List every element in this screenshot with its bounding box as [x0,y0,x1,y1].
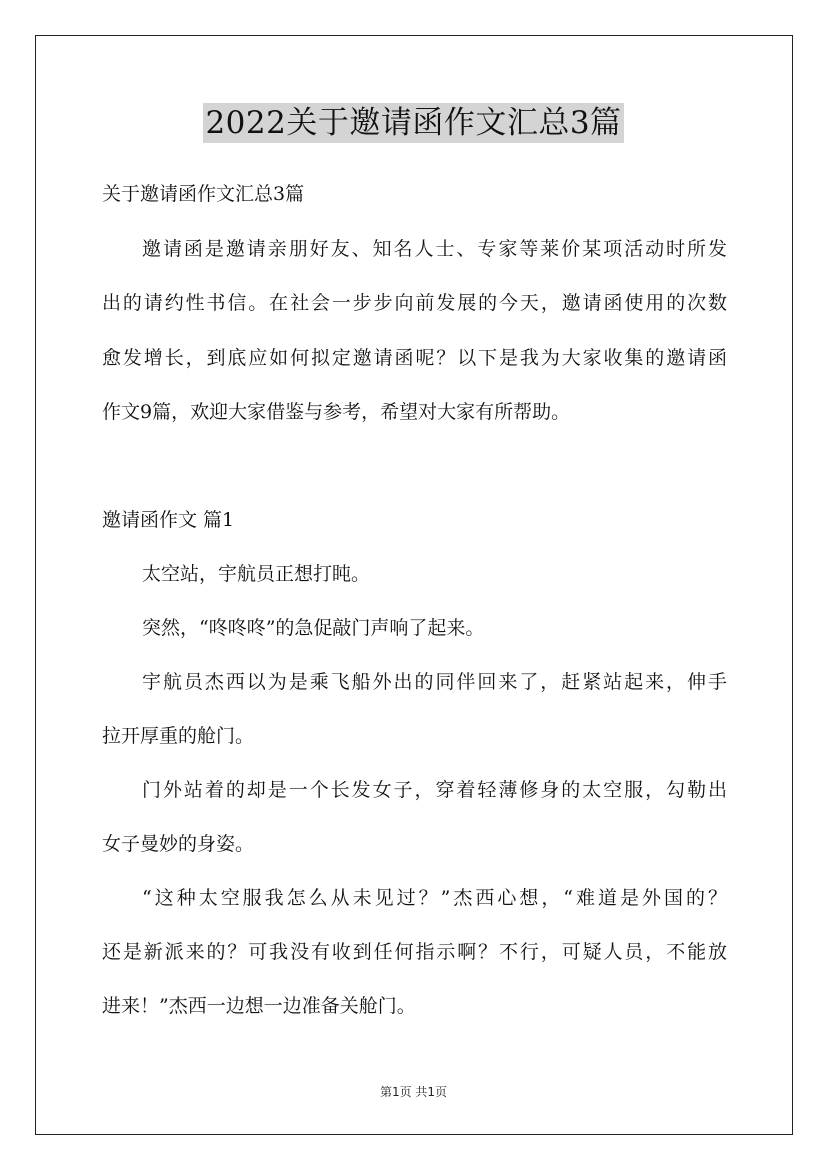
body-line-2: 突然，“咚咚咚”的急促敲门声响了起来。 [142,617,485,639]
intro-line-1: 邀请函是邀请亲朋好友、知名人士、专家等莱价某项活动时所发 [142,238,727,260]
page-footer: 第1页 共1页 [379,1085,448,1099]
section-heading: 邀请函作文 篇1 [102,509,235,531]
body-line-8: 还是新派来的？可我没有收到任何指示啊？不行，可疑人员，不能放 [102,941,727,963]
body-line-5: 门外站着的却是一个长发女子，穿着轻薄修身的太空服，勾勒出 [142,779,727,801]
document-subtitle: 关于邀请函作文汇总3篇 [102,183,305,205]
document-title: 2022关于邀请函作文汇总3篇 [205,105,622,141]
body-line-9: 进来！”杰西一边想一边准备关舱门。 [102,995,416,1017]
intro-line-2: 出的请约性书信。在社会一步步向前发展的今天，邀请函使用的次数 [102,292,727,314]
intro-line-3: 愈发增长，到底应如何拟定邀请函呢？以下是我为大家收集的邀请函 [102,347,727,369]
body-line-1: 太空站，宇航员正想打盹。 [142,563,371,585]
body-line-7: “这种太空服我怎么从未见过？”杰西心想，“难道是外国的？ [142,887,727,909]
title-container [0,103,827,143]
body-line-4: 拉开厚重的舱门。 [102,725,255,747]
body-line-3: 宇航员杰西以为是乘飞船外出的同伴回来了，赶紧站起来，伸手 [142,671,727,693]
intro-line-4: 作文9篇，欢迎大家借鉴与参考，希望对大家有所帮助。 [102,401,571,423]
body-line-6: 女子曼妙的身姿。 [102,833,255,855]
